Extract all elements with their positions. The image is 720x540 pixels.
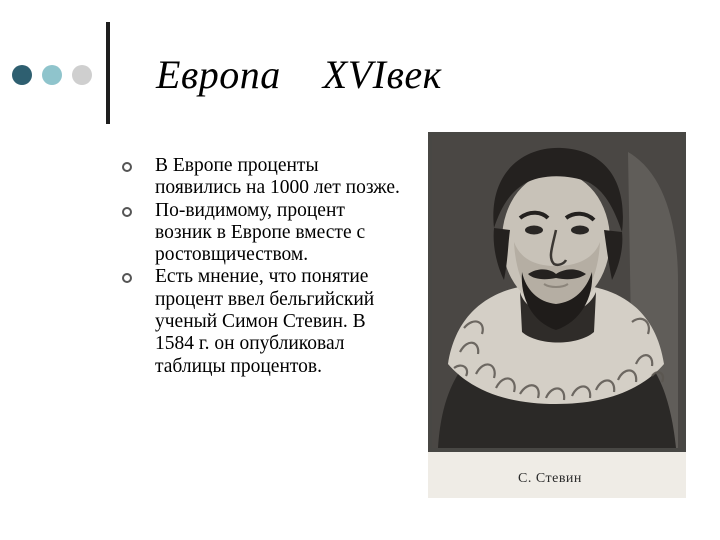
circle-bullet-icon <box>122 162 132 172</box>
title-divider <box>106 22 110 124</box>
bullet-text: В Европе проценты появились на 1000 лет позже. <box>155 155 400 199</box>
bullet-item <box>118 155 400 200</box>
circle-bullet-icon <box>122 273 132 283</box>
bullet-text: По-видимому, процент возник в Европе вместе с ростовщичеством. <box>155 199 366 266</box>
light-teal-dot <box>42 65 62 85</box>
bullet-item <box>118 200 400 267</box>
bullet-item <box>118 266 400 377</box>
bullet-list <box>118 155 400 378</box>
circle-bullet-icon <box>122 207 132 217</box>
bullet-text: Есть мнение, что понятие процент ввел бельгийский ученый Симон Стевин. В 1584 г. он опубликовал таблицы процентов. <box>155 266 375 377</box>
dark-teal-dot <box>12 65 32 85</box>
portrait-image <box>428 132 686 498</box>
portrait-caption: С. Стевин <box>518 471 582 486</box>
grey-dot <box>72 65 92 85</box>
portrait-drawing <box>428 132 686 498</box>
slide-title: Европа XVIвек <box>156 52 442 97</box>
decorative-dots <box>12 65 96 85</box>
